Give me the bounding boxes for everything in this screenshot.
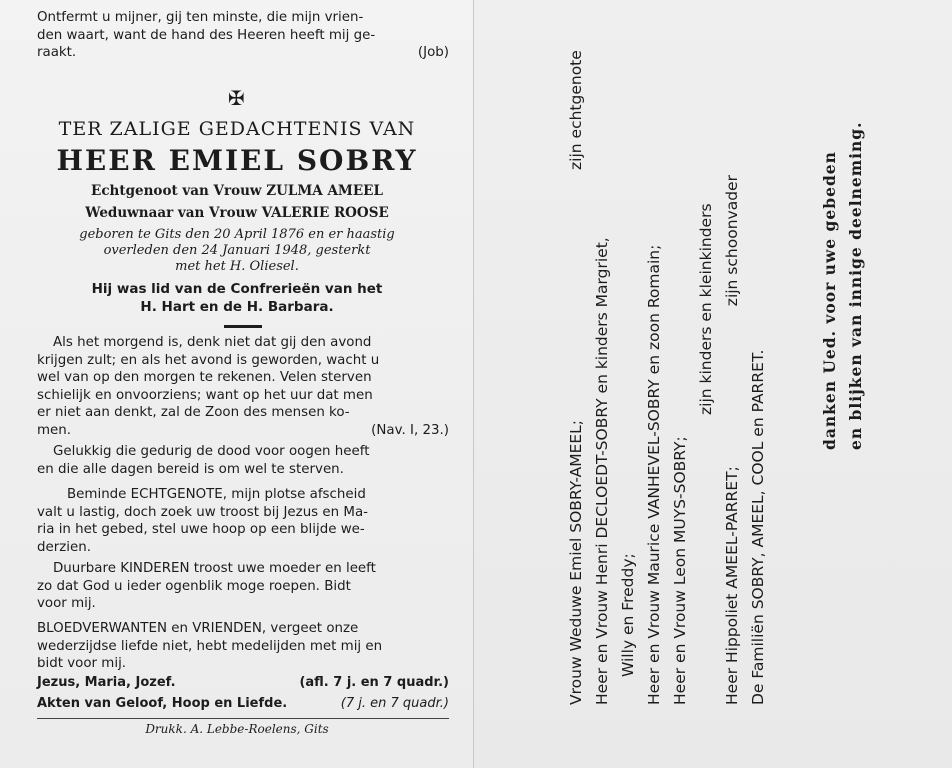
mourner-relation: zijn kinders en kleinkinders [697,203,715,415]
paragraph-line: ria in het gebed, stel uwe hoop op een blijde we- [37,522,365,537]
paragraph-line: bidt voor mij. [37,656,127,671]
indulgence-text: (afl. 7 j. en 7 quadr.) [299,675,449,690]
mourner-line: Heer en Vrouw Maurice VANHEVEL-SOBRY en zoon Romain; [645,244,663,705]
paragraph-line: Duurbare KINDEREN troost uwe moeder en leeft [53,561,376,576]
left-card-page [0,0,474,768]
widower-line: Weduwnaar van Vrouw VALERIE ROOSE [85,205,389,221]
paragraph-death [37,443,449,478]
confraternity-info [0,280,474,316]
verse-reference: (Job) [417,45,449,60]
mourner-line [618,553,638,705]
verse-line-text: Ontfermt u mijner, gij ten minste, die mijn vrien- [37,10,364,25]
mourner-name: Willy en Freddy; [619,553,637,677]
verse-line-last [37,44,449,62]
birth-death-line: met het H. Oliesel. [175,259,299,274]
mourner-relation: zijn echtgenote [567,50,585,170]
indulgence-text: (7 j. en 7 quadr.) [340,696,449,711]
birth-death-line: geboren te Gits den 20 April 1876 en er haastig [79,227,395,242]
job-verse [37,9,449,62]
verse-line-text: den waart, want de hand des Heeren heeft mij ge- [37,27,376,43]
thanks-line: danken Ued. voor uwe gebeden [820,151,839,450]
mourner-name: Heer Hippoliet AMEEL-PARRET; [723,466,741,705]
mourner-line [722,175,742,705]
paragraph-spouse [37,486,449,556]
prayer-indulgence-2 [37,696,449,711]
paragraph-line: er niet aan denkt, zal de Zoon des mensen ko- [37,405,350,420]
paragraph-line: Als het morgend is, denk niet dat gij den avond [53,335,372,350]
mourner-line: De Familiën SOBRY, AMEEL, COOL en PARRET. [749,349,767,705]
printer-credit: Drukk. A. Lebbe-Roelens, Gits [145,722,329,736]
paragraph-line: wederzijdse liefde niet, hebt medelijden met mij en [37,638,383,654]
paragraph-line: schielijk en onvoorziens; want op het uur dat men [37,387,373,403]
section-divider [224,325,262,328]
paragraph-imitation [37,334,449,439]
prayer-text: Jezus, Maria, Jozef. [37,675,176,690]
paragraph-line: krijgen zult; en als het avond is geworden, wacht u [37,352,380,368]
paragraph-reference: (Nav. I, 23.) [371,422,449,438]
paragraph-last-word: men. [37,422,72,438]
deceased-name: HEER EMIEL SOBRY [56,144,418,177]
right-card-page [474,0,952,768]
verse-line [37,27,449,45]
paragraph-line: Gelukkig die gedurig de dood voor oogen heeft [53,444,370,459]
confraternity-line: Hij was lid van de Confrerieën van het [91,281,383,297]
paragraph-line: Beminde ECHTGENOTE, mijn plotse afscheid [67,487,366,502]
verse-line [37,9,449,27]
memorial-heading: TER ZALIGE GEDACHTENIS VAN [58,118,416,140]
thanks-line: en blijken van innige deelneming. [846,121,865,450]
paragraph-line: zo dat God u ieder ogenblik moge roepen. Bidt [37,578,351,594]
cross-icon: ✠ [228,86,245,110]
paragraph-line: derzien. [37,539,91,555]
birth-death-info [0,227,474,275]
mourner-line: Heer en Vrouw Leon MUYS-SOBRY; [671,436,689,705]
paragraph-line: en die alle dagen bereid is om wel te sterven. [37,461,344,477]
mourner-line [566,50,586,705]
paragraph-line: BLOEDVERWANTEN en VRIENDEN, vergeet onze [37,621,359,636]
birth-death-line: overleden den 24 Januari 1948, gesterkt [103,243,371,258]
paragraph-line: wel van op den morgen te rekenen. Velen sterven [37,370,372,385]
prayer-indulgence-1 [37,675,449,690]
paragraph-line-last [37,422,449,440]
prayer-text: Akten van Geloof, Hoop en Liefde. [37,696,288,711]
paragraph-line: valt u lastig, doch zoek uw troost bij Jezus en Ma- [37,504,368,520]
mourner-name: Vrouw Weduwe Emiel SOBRY-AMEEL; [567,419,585,705]
spouse-line: Echtgenoot van Vrouw ZULMA AMEEL [91,183,383,199]
footer-rule [37,718,449,719]
verse-last-word: raakt. [37,45,77,60]
confraternity-line: H. Hart en de H. Barbara. [140,299,334,315]
mourner-relation: zijn schoonvader [723,175,741,307]
paragraph-relatives [37,620,449,673]
paragraph-line: voor mij. [37,596,96,611]
paragraph-children [37,560,449,613]
mourner-line: Heer en Vrouw Henri DECLOEDT-SOBRY en kinders Margriet, [593,237,611,705]
